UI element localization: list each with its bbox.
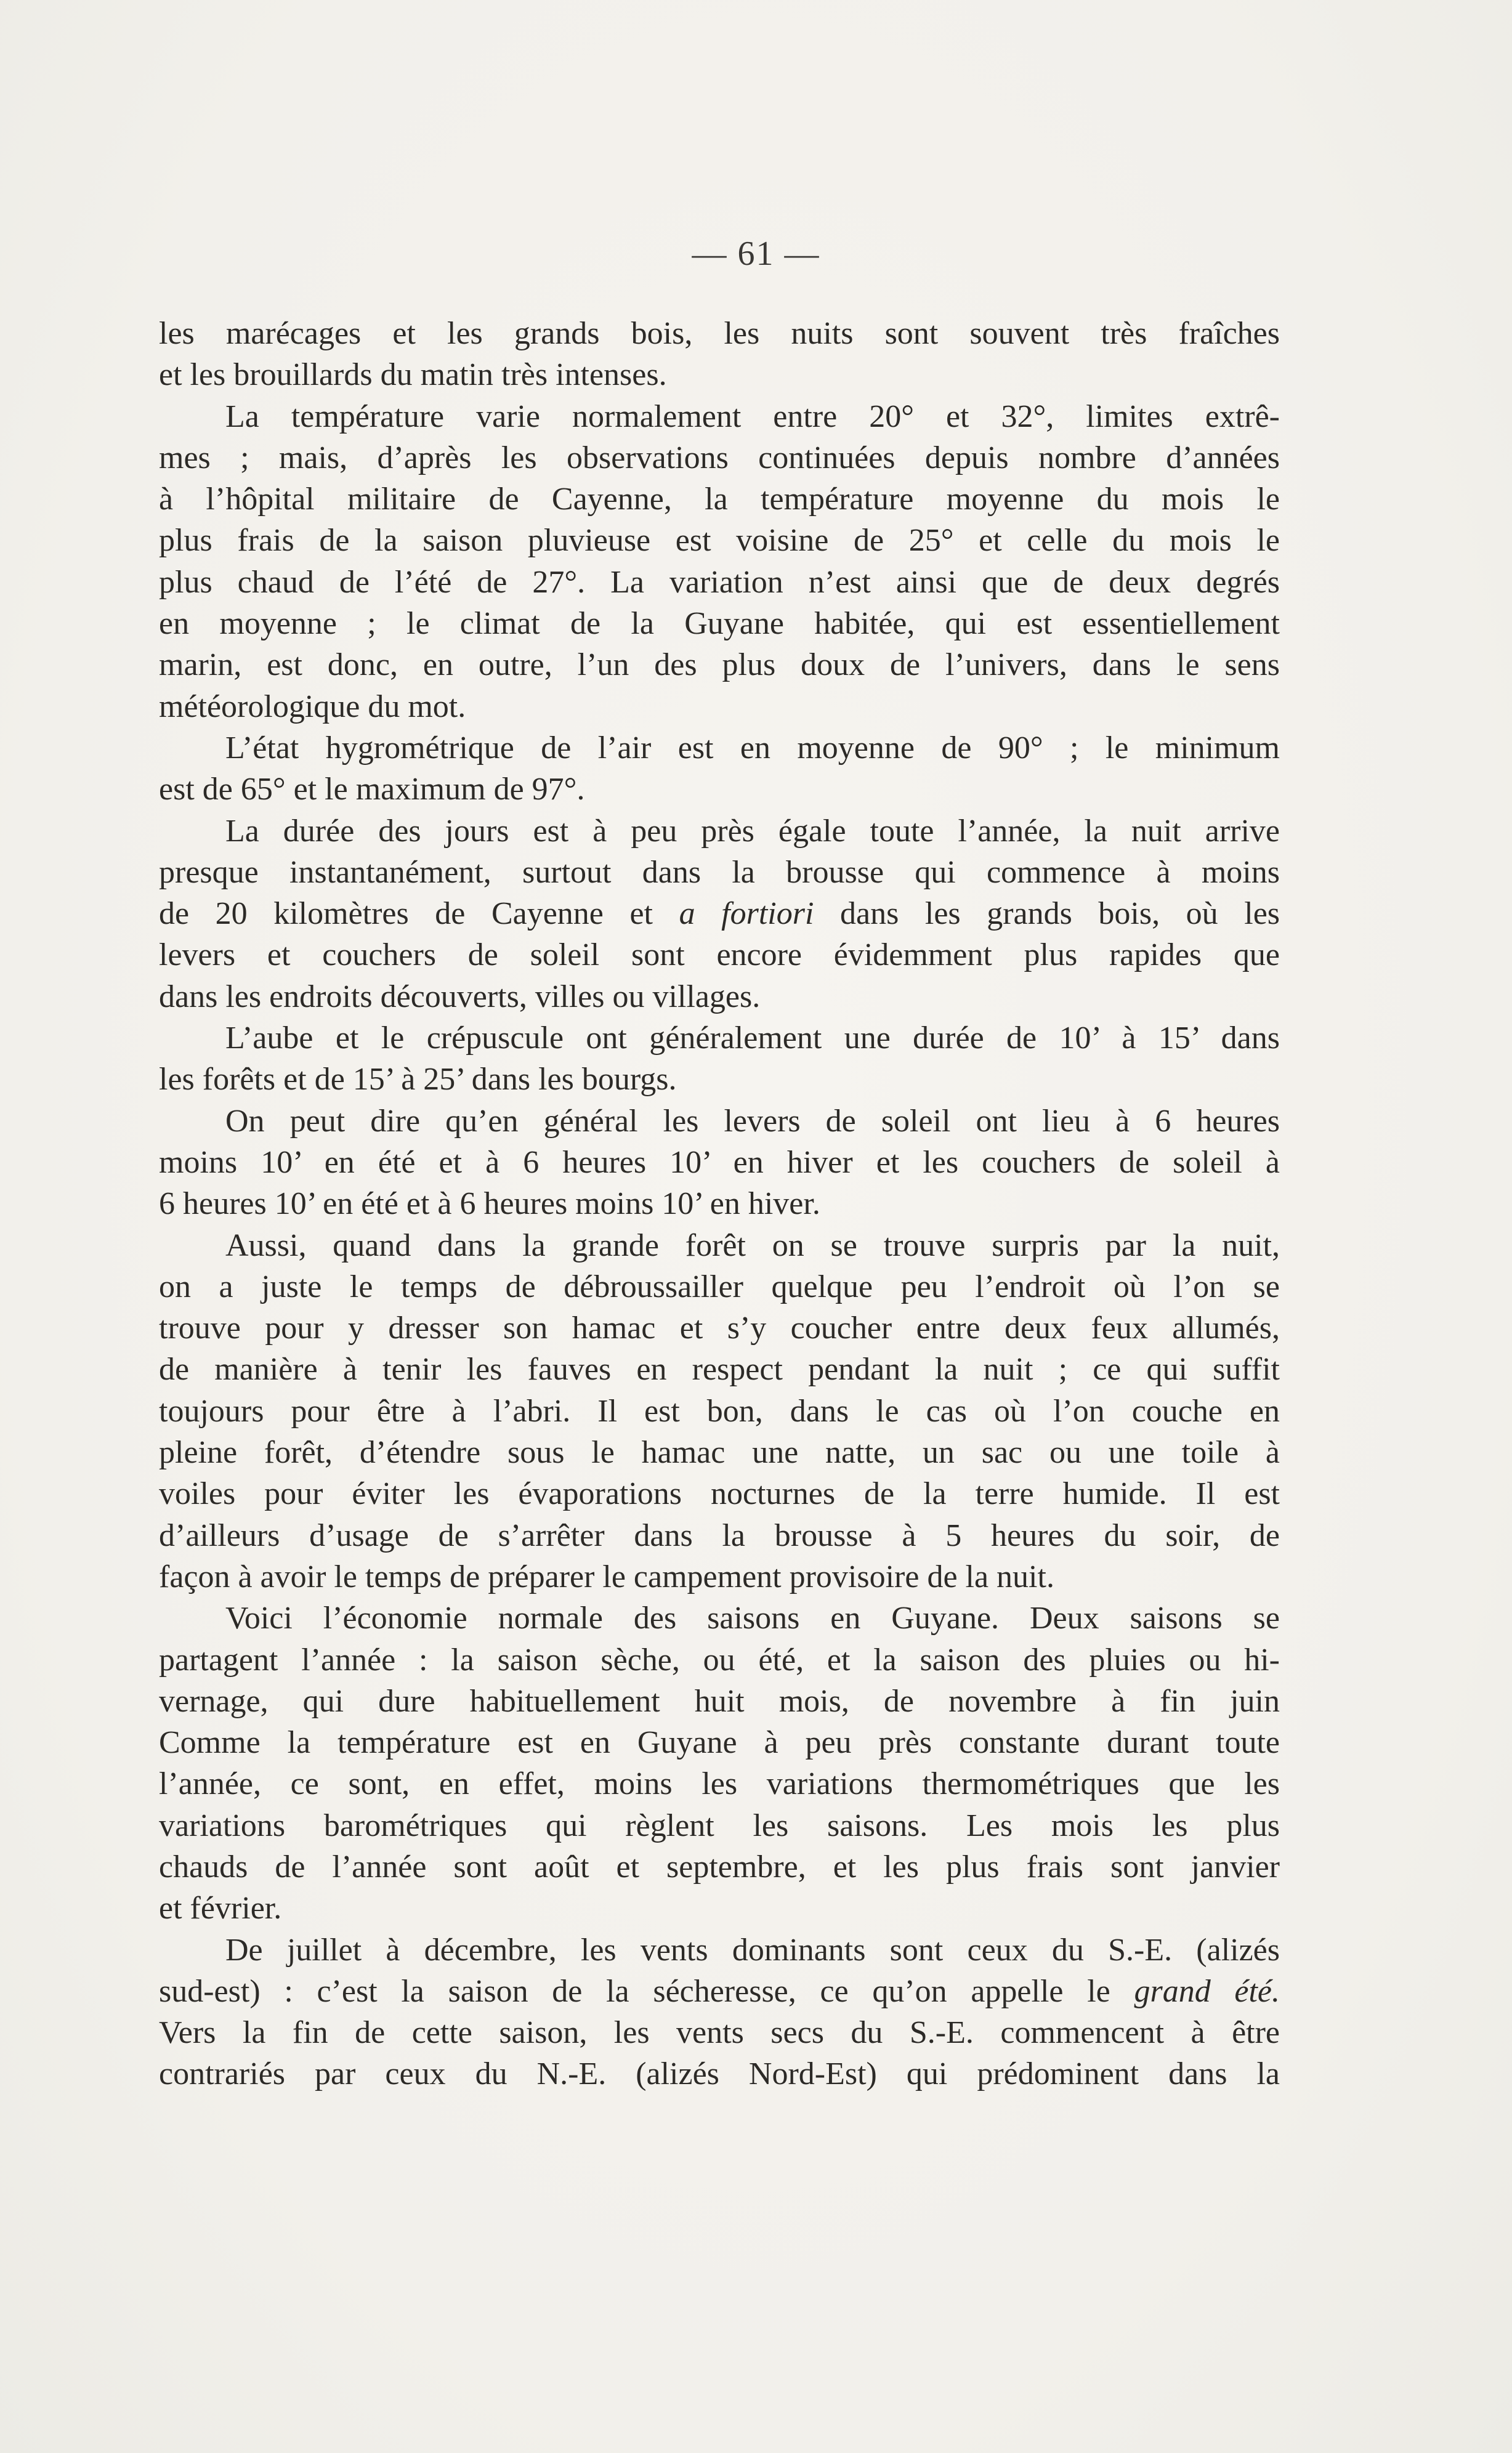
text-line [159,852,1280,893]
text-line-content: les marécages et les grands bois, les nuits sont souvent très fraîches [159,316,1280,351]
text-line-content: chauds de l’année sont août et septembre, et les plus frais sont janvier [159,1849,1280,1885]
text-line [159,1598,1280,1639]
text-line [159,1473,1280,1514]
text-line [159,1639,1280,1681]
text-line-content: partagent l’année : la saison sèche, ou été, et la saison des pluies ou hi- [159,1642,1280,1678]
text-line [159,1805,1280,1846]
text-line-content: façon à avoir le temps de préparer le campement provisoire de la nuit. [159,1559,1054,1594]
text-line-content: moins 10’ en été et à 6 heures 10’ en hiver et les couchers de soleil à [159,1144,1280,1180]
text-line [159,1971,1280,2012]
text-line [159,354,1280,395]
text-line [159,2012,1280,2053]
text-line-content: toujours pour être à l’abri. Il est bon, dans le cas où l’on couche en [159,1393,1280,1429]
text-line [159,562,1280,603]
text-line [159,520,1280,561]
text-line [159,2053,1280,2095]
text-line-content: L’état hygrométrique de l’air est en moyenne de 90° ; le minimum [225,730,1280,766]
text-line [159,1930,1280,1971]
text-line-continuation: dans les grands bois, où les [839,896,1280,932]
text-line [159,934,1280,976]
text-line [159,1432,1280,1473]
text-line-content: Vers la fin de cette saison, les vents secs du S.-E. commencent à être [159,2015,1280,2051]
text-line-content: et les brouillards du matin très intenses. [159,357,667,393]
text-line-content: 6 heures 10’ en été et à 6 heures moins 10’ en hiver. [159,1186,820,1222]
text-line-content: sud-est) : c’est la saison de la sécheresse, ce qu’on appelle le [159,1973,1110,2009]
text-line-content: en moyenne ; le climat de la Guyane habitée, qui est essentiellement [159,606,1280,642]
text-line [159,1888,1280,1929]
text-line-content: L’aube et le crépuscule ont généralement une durée de 10’ à 15’ dans [225,1020,1280,1056]
text-line-content: vernage, qui dure habituellement huit mois, de novembre à fin juin [159,1683,1280,1719]
text-line [159,1391,1280,1432]
text-line [159,1722,1280,1763]
text-line-content: mes ; mais, d’après les observations continuées depuis nombre d’années [159,440,1280,475]
text-line [159,437,1280,479]
body-text [159,313,1280,2095]
text-line [159,396,1280,437]
text-line-content: levers et couchers de soleil sont encore évidemment plus rapides que [159,937,1280,973]
text-line [159,644,1280,685]
text-line [159,313,1280,354]
text-line-content: Aussi, quand dans la grande forêt on se trouve surpris par la nuit, [225,1227,1280,1263]
text-line [159,1681,1280,1722]
text-line-content: contrariés par ceux du N.-E. (alizés Nord-Est) qui prédominent dans la [159,2056,1280,2092]
text-line-content: météorologique du mot. [159,689,466,724]
text-line-content: et février. [159,1891,282,1926]
text-line [159,603,1280,644]
text-line-content: Comme la température est en Guyane à peu près constante durant toute [159,1725,1280,1761]
text-line-content: trouve pour y dresser son hamac et s’y coucher entre deux feux allumés, [159,1311,1280,1346]
text-line-content: dans les endroits découverts, villes ou villages. [159,979,761,1014]
text-line [159,810,1280,852]
text-line [159,1101,1280,1142]
text-line [159,479,1280,520]
text-line [159,976,1280,1017]
text-line [159,727,1280,769]
text-line-content: voiles pour éviter les évaporations nocturnes de la terre humide. Il est [159,1476,1280,1512]
text-line [159,1846,1280,1888]
text-line-content: La durée des jours est à peu près égale toute l’année, la nuit arrive [225,813,1280,849]
text-line [159,1307,1280,1349]
text-line-content: pleine forêt, d’étendre sous le hamac une natte, un sac ou une toile à [159,1435,1280,1471]
text-line [159,1556,1280,1598]
text-line-content: est de 65° et le maximum de 97°. [159,772,585,807]
text-line-content: on a juste le temps de débroussailler quelque peu l’endroit où l’on se [159,1269,1280,1304]
text-line-content: les forêts et de 15’ à 25’ dans les bourgs. [159,1062,677,1097]
text-line-content: De juillet à décembre, les vents dominants sont ceux du S.-E. (alizés [225,1932,1280,1968]
text-line [159,1763,1280,1804]
italic-phrase: a fortiori [679,896,814,932]
text-line [159,769,1280,810]
text-line [159,1266,1280,1307]
text-line [159,1515,1280,1556]
text-line [159,1017,1280,1059]
text-line-content: à l’hôpital militaire de Cayenne, la température moyenne du mois le [159,482,1280,517]
text-line [159,1059,1280,1100]
text-line-content: On peut dire qu’en général les levers de soleil ont lieu à 6 heures [225,1103,1280,1139]
text-line-content: La température varie normalement entre 20° et 32°, limites extrê- [225,398,1280,434]
text-line-content: variations barométriques qui règlent les saisons. Les mois les plus [159,1808,1280,1843]
text-line-content: presque instantanément, surtout dans la brousse qui commence à moins [159,854,1280,890]
italic-phrase: grand été. [1134,1973,1280,2009]
text-line [159,1142,1280,1183]
page-number: — 61 — [692,235,820,273]
text-line [159,893,1280,934]
text-line-content: de 20 kilomètres de Cayenne et [159,896,653,932]
text-line-content: l’année, ce sont, en effet, moins les variations thermométriques que les [159,1766,1280,1802]
text-line [159,1349,1280,1390]
text-line [159,1183,1280,1224]
text-line [159,686,1280,727]
text-line-content: de manière à tenir les fauves en respect pendant la nuit ; ce qui suffit [159,1352,1280,1388]
text-line-content: d’ailleurs d’usage de s’arrêter dans la brousse à 5 heures du soir, de [159,1517,1280,1553]
text-line-content: marin, est donc, en outre, l’un des plus doux de l’univers, dans le sens [159,647,1280,683]
text-line-content: plus frais de la saison pluvieuse est voisine de 25° et celle du mois le [159,523,1280,559]
text-line-content: Voici l’économie normale des saisons en Guyane. Deux saisons se [225,1601,1280,1636]
text-line [159,1225,1280,1266]
text-line-content: plus chaud de l’été de 27°. La variation n’est ainsi que de deux degrés [159,564,1280,600]
